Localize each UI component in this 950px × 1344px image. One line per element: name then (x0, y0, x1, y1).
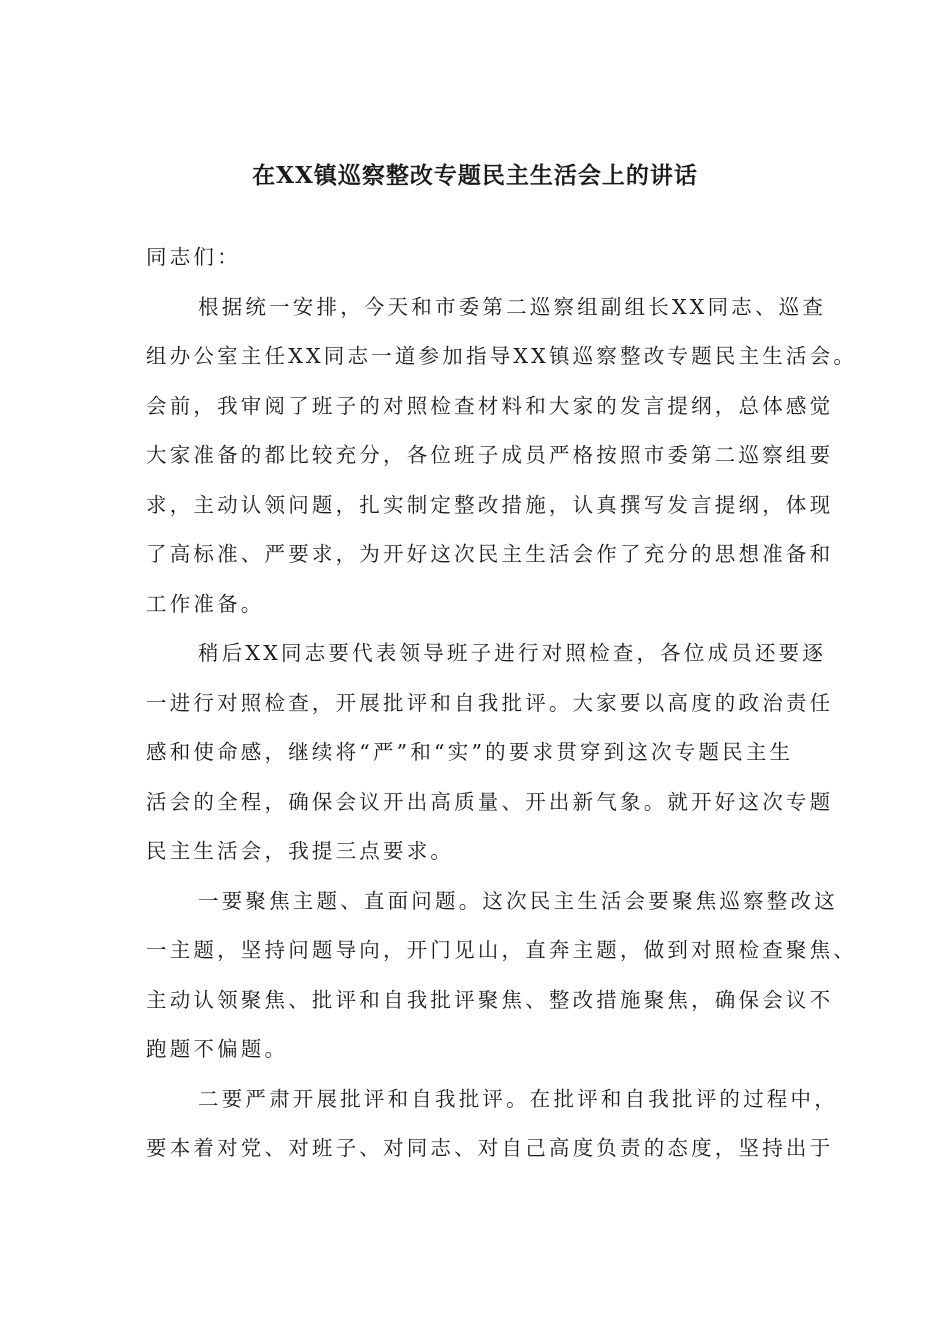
text-line: 感和使命感，继续将“严”和“实”的要求贯穿到这次专题民主生 (146, 740, 794, 764)
text-line: 二要严肃开展批评和自我批评。在批评和自我批评的过程中， (198, 1086, 838, 1111)
text-line: 了高标准、严要求，为开好这次民主生活会作了充分的思想准备和 (146, 542, 834, 566)
text-line: 根据统一安排，今天和市委第二巡察组副组长XX同志、巡查 (198, 294, 827, 319)
text-line: 活会的全程，确保会议开出高质量、开出新气象。就开好这次专题 (146, 789, 834, 814)
text-line: 会前，我审阅了班子的对照检查材料和大家的发言提纲，总体感觉 (146, 393, 834, 418)
text-line: 民主生活会，我提三点要求。 (146, 839, 455, 863)
text-line: 同志们： (146, 245, 241, 269)
text-line: 要本着对党、对班子、对同志、对自己高度负责的态度，坚持出于 (146, 1136, 834, 1160)
text-line: 主动认领聚焦、批评和自我批评聚焦、整改措施聚焦，确保会议不 (146, 987, 834, 1012)
text-line: 一要聚焦主题、直面问题。这次民主生活会要聚焦巡察整改这 (198, 888, 838, 913)
document-body (146, 233, 858, 1174)
text-line: 大家准备的都比较充分，各位班子成员严格按照市委第二巡察组要 (146, 443, 834, 467)
text-line: 跑题不偏题。 (146, 1037, 289, 1061)
text-line: 稍后XX同志要代表领导班子进行对照检查，各位成员还要逐 (198, 641, 827, 665)
text-line: 求，主动认领问题，扎实制定整改措施，认真撰写发言提纲，体现 (146, 492, 834, 517)
text-line: 一主题，坚持问题导向，开门见山，直奔主题，做到对照检查聚焦、 (146, 938, 857, 962)
text-line: 组办公室主任XX同志一道参加指导XX镇巡察整改专题民主生活会。 (146, 344, 858, 368)
text-line: 一进行对照检查，开展批评和自我批评。大家要以高度的政治责任 (146, 690, 834, 715)
document-title: 在XX镇巡察整改专题民主生活会上的讲话 (252, 162, 698, 189)
text-line: 工作准备。 (146, 591, 265, 616)
